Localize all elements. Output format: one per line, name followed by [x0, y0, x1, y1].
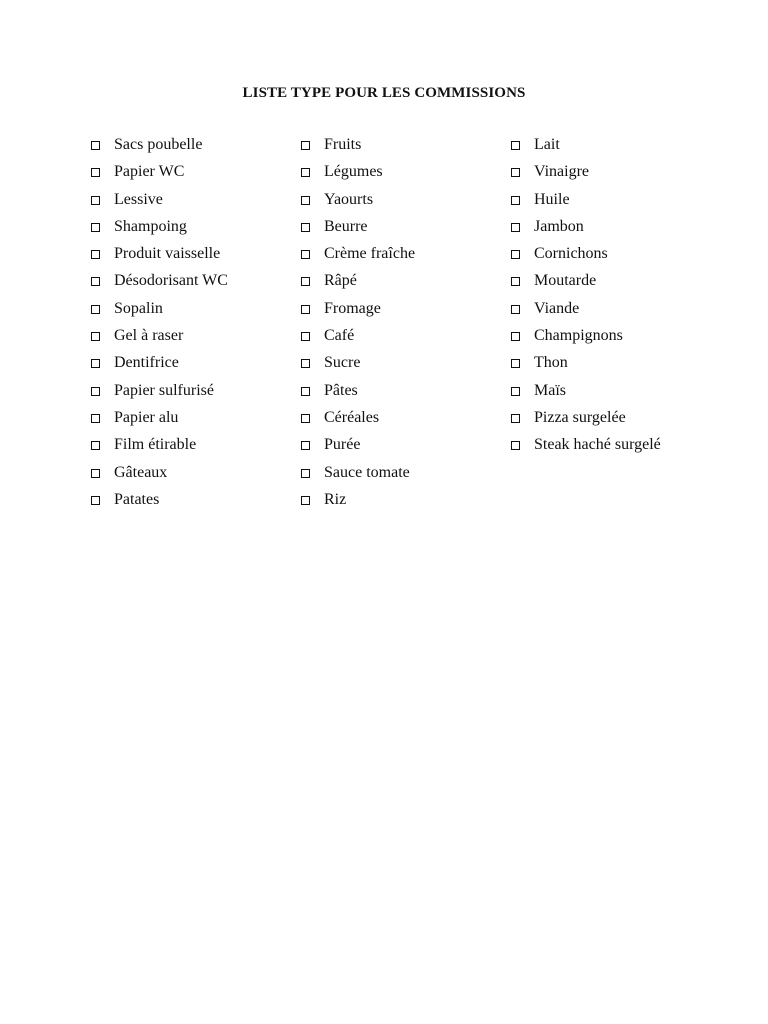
checklist-item-label: Patates	[114, 490, 160, 508]
checklist-item	[91, 381, 228, 408]
checklist-item-label: Papier alu	[114, 408, 179, 426]
checklist-item	[301, 271, 415, 298]
checkbox-icon[interactable]	[91, 332, 100, 341]
checklist-item-label: Champignons	[534, 327, 623, 345]
checklist-item	[511, 299, 661, 326]
checkbox-icon[interactable]	[511, 441, 520, 450]
checkbox-icon[interactable]	[91, 196, 100, 205]
checkbox-icon[interactable]	[301, 332, 310, 341]
checklist-item	[91, 353, 228, 380]
checklist-item	[301, 490, 415, 517]
checkbox-icon[interactable]	[91, 305, 100, 314]
checklist-item	[91, 490, 228, 517]
checkbox-icon[interactable]	[91, 250, 100, 259]
checklist-item-label: Viande	[534, 299, 580, 317]
checkbox-icon[interactable]	[511, 414, 520, 423]
checklist-item	[301, 217, 415, 244]
checklist-item-label: Fruits	[324, 136, 362, 153]
checklist-item	[91, 435, 228, 462]
checklist-item-label: Papier WC	[114, 163, 185, 181]
checkbox-icon[interactable]	[91, 469, 100, 478]
checklist-item	[511, 190, 661, 217]
checkbox-icon[interactable]	[301, 223, 310, 232]
checklist-item	[511, 162, 661, 189]
checkbox-icon[interactable]	[301, 441, 310, 450]
checkbox-icon[interactable]	[301, 387, 310, 396]
checklist-item-label: Fromage	[324, 299, 381, 317]
checkbox-icon[interactable]	[301, 196, 310, 205]
document-title: LISTE TYPE POUR LES COMMISSIONS	[242, 85, 526, 101]
checklist-item-label: Pâtes	[324, 381, 358, 399]
checklist-item	[301, 135, 415, 162]
checkbox-icon[interactable]	[91, 359, 100, 368]
checklist-item-label: Pizza surgelée	[534, 408, 626, 426]
checkbox-icon[interactable]	[511, 141, 520, 150]
checklist-item	[301, 299, 415, 326]
checkbox-icon[interactable]	[511, 305, 520, 314]
checklist-item-label: Jambon	[534, 217, 584, 235]
checklist-item	[301, 463, 415, 490]
checkbox-icon[interactable]	[301, 359, 310, 368]
checklist-item	[301, 435, 415, 462]
checklist-item	[511, 435, 661, 462]
checklist-item	[511, 135, 661, 162]
checklist-item	[511, 326, 661, 353]
checklist-item	[91, 271, 228, 298]
checkbox-icon[interactable]	[91, 387, 100, 396]
checkbox-icon[interactable]	[91, 277, 100, 286]
checkbox-icon[interactable]	[301, 250, 310, 259]
checklist-item-label: Shampoing	[114, 217, 187, 235]
checklist-item-label: Moutarde	[534, 272, 597, 290]
checklist-item	[511, 271, 661, 298]
checklist-item	[91, 162, 228, 189]
checkbox-icon[interactable]	[91, 168, 100, 177]
checklist-item-label: Gel à raser	[114, 327, 184, 345]
checklist-item	[91, 135, 228, 162]
checkbox-icon[interactable]	[91, 141, 100, 150]
checklist-item	[511, 353, 661, 380]
checklist-item-label: Râpé	[324, 272, 357, 290]
checklist-item	[91, 408, 228, 435]
checklist-item	[511, 381, 661, 408]
checkbox-icon[interactable]	[511, 196, 520, 205]
checkbox-icon[interactable]	[301, 305, 310, 314]
checklist-item	[301, 408, 415, 435]
checklist-item	[301, 244, 415, 271]
checkbox-icon[interactable]	[511, 250, 520, 259]
checkbox-icon[interactable]	[301, 141, 310, 150]
checkbox-icon[interactable]	[91, 414, 100, 423]
checklist-item	[91, 326, 228, 353]
checklist-item	[301, 190, 415, 217]
checklist-item-label: Cornichons	[534, 245, 608, 263]
checkbox-icon[interactable]	[91, 441, 100, 450]
checkbox-icon[interactable]	[91, 496, 100, 505]
checkbox-icon[interactable]	[301, 168, 310, 177]
checkbox-icon[interactable]	[511, 387, 520, 396]
checklist-item-label: Céréales	[324, 408, 380, 426]
checklist-item-label: Thon	[534, 354, 568, 372]
checklist-item-label: Beurre	[324, 217, 368, 235]
checklist-item-label: Steak haché surgelé	[534, 436, 661, 454]
checklist-item-label: Crème fraîche	[324, 245, 416, 263]
checklist-item	[511, 408, 661, 435]
checklist-column-2	[301, 135, 415, 517]
checklist-item	[301, 162, 415, 189]
checkbox-icon[interactable]	[511, 277, 520, 286]
checklist-item	[301, 381, 415, 408]
checklist-item-label: Papier sulfurisé	[114, 381, 214, 399]
checklist-item	[511, 217, 661, 244]
checklist-item	[91, 190, 228, 217]
checklist-item-label: Film étirable	[114, 436, 197, 454]
checklist-item	[91, 463, 228, 490]
checkbox-icon[interactable]	[301, 469, 310, 478]
checklist-item-label: Maïs	[534, 381, 566, 399]
checklist-item	[301, 326, 415, 353]
checklist-item-label: Huile	[534, 190, 570, 208]
checklist-item-label: Désodorisant WC	[114, 272, 228, 290]
checklist-item	[91, 299, 228, 326]
checkbox-icon[interactable]	[511, 168, 520, 177]
checklist-item	[511, 244, 661, 271]
checkbox-icon[interactable]	[511, 332, 520, 341]
checklist-column-3	[511, 135, 661, 463]
checklist-item-label: Légumes	[324, 163, 383, 181]
checklist-item-label: Sauce tomate	[324, 463, 410, 481]
checklist-column-1	[91, 135, 228, 517]
checklist-item-label: Riz	[324, 490, 347, 508]
checklist-item-label: Gâteaux	[114, 463, 168, 481]
checkbox-icon[interactable]	[301, 496, 310, 505]
checklist-item-label: Produit vaisselle	[114, 245, 221, 263]
checklist-item	[91, 217, 228, 244]
checklist-item-label: Purée	[324, 436, 361, 454]
checkbox-icon[interactable]	[511, 359, 520, 368]
checklist-item	[91, 244, 228, 271]
checklist-item-label: Sopalin	[114, 299, 163, 317]
checklist-item-label: Sacs poubelle	[114, 136, 203, 153]
checklist-item-label: Dentifrice	[114, 354, 179, 372]
checkbox-icon[interactable]	[301, 414, 310, 423]
checklist-item-label: Lait	[534, 136, 560, 153]
checklist-item-label: Yaourts	[324, 190, 374, 208]
checklist-item-label: Lessive	[114, 190, 163, 208]
checklist-item	[301, 353, 415, 380]
checkbox-icon[interactable]	[301, 277, 310, 286]
checkbox-icon[interactable]	[91, 223, 100, 232]
checklist-item-label: Vinaigre	[534, 163, 590, 181]
checklist-item-label: Café	[324, 327, 355, 345]
checkbox-icon[interactable]	[511, 223, 520, 232]
checklist-item-label: Sucre	[324, 354, 361, 372]
